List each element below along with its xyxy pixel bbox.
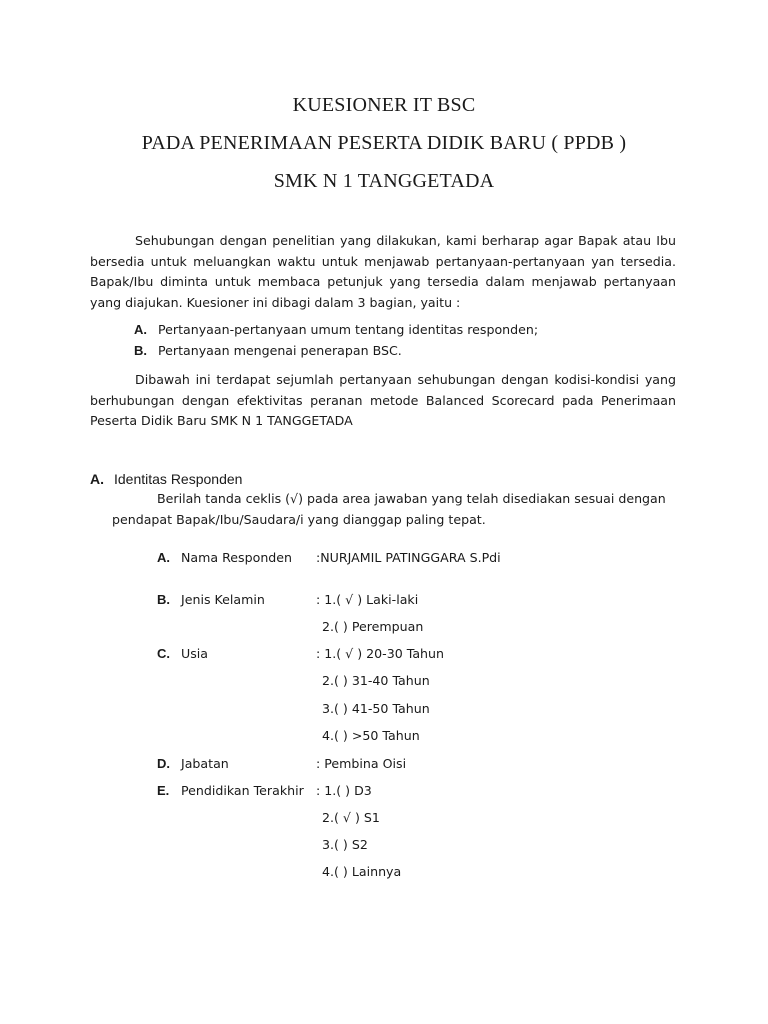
field-jenis-kelamin bbox=[157, 592, 418, 607]
field-option: 2.( ) 31-40 Tahun bbox=[322, 673, 430, 688]
part-letter: A. bbox=[134, 322, 147, 337]
field-option: : 1.( √ ) 20-30 Tahun bbox=[316, 646, 444, 661]
field-value: : Pembina Oisi bbox=[316, 756, 407, 771]
section-letter: A. bbox=[90, 471, 104, 487]
field-pendidikan-terakhir bbox=[157, 783, 372, 798]
field-label: Nama Responden bbox=[181, 550, 293, 565]
field-option: : 1.( ) D3 bbox=[316, 783, 372, 798]
field-jabatan bbox=[157, 756, 406, 771]
title-line-3: SMK N 1 TANGGETADA bbox=[273, 170, 495, 192]
part-text: Pertanyaan-pertanyaan umum tentang identitas responden; bbox=[158, 322, 539, 337]
section-title: Identitas Responden bbox=[114, 471, 243, 487]
part-item-b bbox=[134, 343, 402, 358]
field-letter: B. bbox=[157, 592, 170, 607]
field-letter: C. bbox=[157, 646, 170, 661]
field-option: 4.( ) >50 Tahun bbox=[322, 728, 420, 743]
field-option: 3.( ) 41-50 Tahun bbox=[322, 701, 430, 716]
field-nama-responden bbox=[157, 550, 501, 565]
field-label: Pendidikan Terakhir bbox=[181, 783, 304, 798]
title-line-1: KUESIONER IT BSC bbox=[292, 94, 476, 116]
field-option: 4.( ) Lainnya bbox=[322, 864, 402, 879]
part-item-a bbox=[134, 322, 538, 337]
field-option: 2.( √ ) S1 bbox=[322, 810, 380, 825]
field-letter: A. bbox=[157, 550, 170, 565]
field-letter: D. bbox=[157, 756, 170, 771]
field-option: 3.( ) S2 bbox=[322, 837, 368, 852]
title-line-2: PADA PENERIMAAN PESERTA DIDIK BARU ( PPDB ) bbox=[141, 132, 627, 154]
part-text: Pertanyaan mengenai penerapan BSC. bbox=[158, 343, 402, 358]
second-paragraph: Dibawah ini terdapat sejumlah pertanyaan sehubungan dengan kodisi-kondisi yang berhubungan dengan efektivitas peranan metode Balanced Scorecard pada Penerimaan Peserta Didik Baru SMK N 1 TANGGETADA bbox=[90, 372, 676, 428]
field-letter: E. bbox=[157, 783, 170, 798]
field-label: Jabatan bbox=[181, 756, 229, 771]
section-a-heading bbox=[90, 471, 242, 487]
field-label: Usia bbox=[181, 646, 208, 661]
field-option: 2.( ) Perempuan bbox=[322, 619, 424, 634]
field-value: :NURJAMIL PATINGGARA S.Pdi bbox=[316, 550, 501, 565]
field-option: : 1.( √ ) Laki-laki bbox=[316, 592, 419, 607]
intro-paragraph: Sehubungan dengan penelitian yang dilakukan, kami berharap agar Bapak atau Ibu bersedia untuk meluangkan waktu untuk menjawab pertanyaan-pertanyaan yan tersedia. Bapak/Ibu diminta untuk membaca petunjuk yang tersedia dalam menjawab pertanyaan yang diajukan. Kuesioner ini dibagi dalam 3 bagian, yaitu : bbox=[90, 233, 676, 310]
field-usia bbox=[157, 646, 444, 661]
field-label: Jenis Kelamin bbox=[181, 592, 265, 607]
part-letter: B. bbox=[134, 343, 147, 358]
section-a-instruction: Berilah tanda ceklis (√) pada area jawaban yang telah disediakan sesuai dengan pendapat Bapak/Ibu/Saudara/i yang dianggap paling tepat. bbox=[112, 491, 666, 527]
